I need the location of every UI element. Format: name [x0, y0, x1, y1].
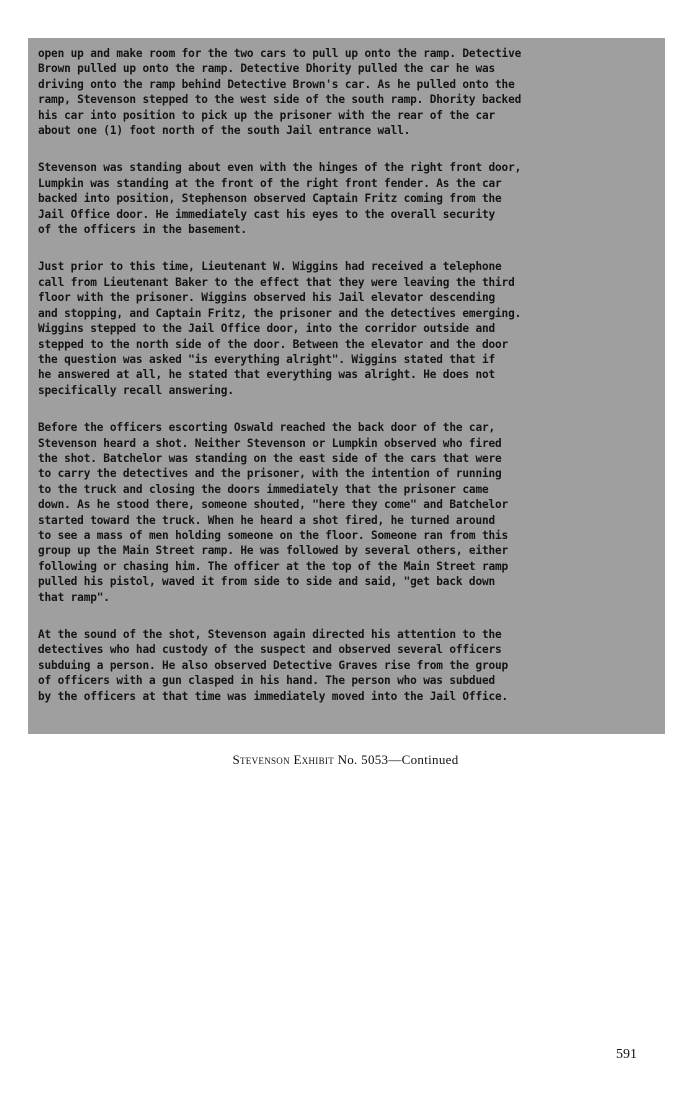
exhibit-caption [0, 752, 691, 768]
paragraph-2: Stevenson was standing about even with the hinges of the right front door, Lumpkin was standing at the front of the right front fender. As the car backed into position, Stephenson observed Captain Fritz coming from the Jail Office door. He immediately cast his eyes to the overall security of the officers in the basement. [38, 161, 522, 237]
paragraph-4: Before the officers escorting Oswald reached the back door of the car, Stevenson heard a shot. Neither Stevenson or Lumpkin observed who fired the shot. Batchelor was standing on the east side of the cars that were to carry the detectives and the prisoner, with the intention of running to the truck and closing the doors immediately that the prisoner came down. As he stood there, someone shouted, "here they come" and Batchelor started toward the truck. When he heard a shot fired, he turned around to see a mass of men holding someone on the floor. Someone ran from this group up the Main Street ramp. He was followed by several others, either following or chasing him. The officer at the top of the Main Street ramp pulled his pistol, waved it from side to side and said, "get back down that ramp". [38, 421, 509, 604]
exhibit-caption-number: No. 5053—Continued [337, 752, 459, 767]
exhibit-caption-label: Stevenson Exhibit [232, 752, 334, 767]
paragraph-1: open up and make room for the two cars to pull up onto the ramp. Detective Brown pulled up onto the ramp. Detective Dhority pulled the car he was driving onto the ramp behind Detective Brown's car. As he pulled onto the ramp, Stevenson stepped to the west side of the south ramp. Dhority backed his car into position to pick up the prisoner with the rear of the car about one (1) foot north of the south Jail entrance wall. [38, 47, 522, 138]
paragraph-3: Just prior to this time, Lieutenant W. Wiggins had received a telephone call from Lieutenant Baker to the effect that they were leaving the third floor with the prisoner. Wiggins observed his Jail elevator descending and stopping, and Captain Fritz, the prisoner and the detectives emerging. Wiggins stepped to the Jail Office door, into the corridor outside and stepped to the north side of the door. Between the elevator and the door the question was asked "is everything alright". Wiggins stated that if he answered at all, he stated that everything was alright. He does not specifically recall answering. [38, 260, 522, 397]
scanned-typewritten-page [28, 38, 665, 734]
page-number: 591 [616, 1047, 637, 1062]
paragraph-5: At the sound of the shot, Stevenson again directed his attention to the detectives who had custody of the suspect and observed several officers subduing a person. He also observed Detective Graves rise from the group of officers with a gun clasped in his hand. The person who was subdued by the officers at that time was immediately moved into the Jail Office. [38, 628, 509, 703]
